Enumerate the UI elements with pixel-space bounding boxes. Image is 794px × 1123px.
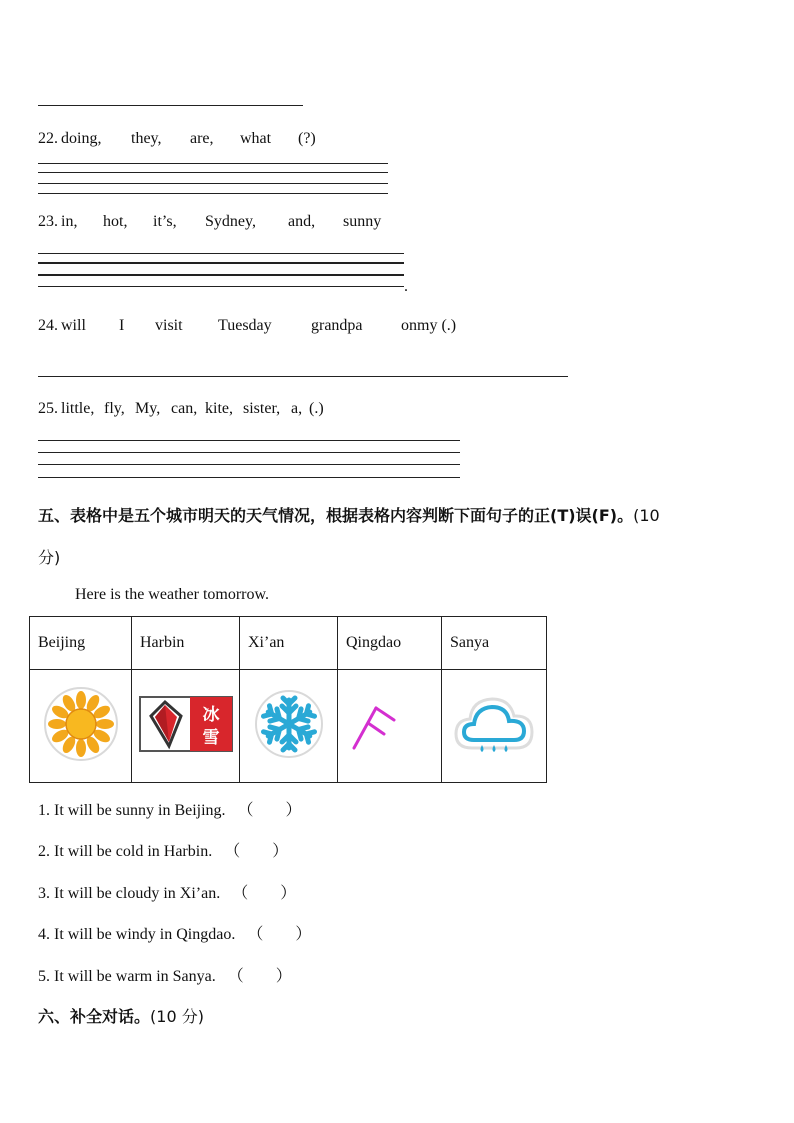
- word: (?): [298, 130, 316, 147]
- word: I: [119, 317, 125, 334]
- word: sunny: [343, 213, 382, 230]
- word: My,: [135, 400, 161, 417]
- answer-line: [38, 253, 404, 254]
- word: grandpa: [311, 317, 363, 334]
- word: visit: [155, 317, 183, 334]
- section-5-score-cont-text: 分): [38, 548, 61, 567]
- word: what: [240, 130, 272, 147]
- word: they,: [131, 130, 162, 147]
- answer-line: [38, 163, 388, 164]
- section-6-score: (10 分): [150, 1007, 204, 1026]
- sun-icon: [42, 685, 120, 763]
- answer-line: [38, 274, 404, 276]
- word: are,: [190, 130, 214, 147]
- section-6-title: [38, 1004, 204, 1027]
- wind-icon: [346, 694, 406, 754]
- word: and,: [288, 213, 316, 230]
- ice-label: 冰: [202, 704, 219, 725]
- answer-line: [38, 376, 568, 377]
- answer-line: [38, 172, 388, 173]
- word: doing,: [61, 130, 102, 147]
- answer-line: [38, 464, 460, 465]
- icon-cell-harbin: [132, 670, 240, 783]
- statement-1: 1. It will be sunny in Beijing. （ ）: [38, 802, 302, 819]
- statement-5: 5. It will be warm in Sanya. （ ）: [38, 968, 292, 985]
- word: Tuesday: [218, 317, 272, 334]
- icon-row: [30, 670, 547, 783]
- intro-text: Here is the weather tomorrow.: [75, 586, 269, 603]
- snowflake-icon: [253, 688, 325, 760]
- section-5-score-cont: [38, 545, 60, 568]
- answer-line: [38, 193, 388, 194]
- answer-line: [38, 477, 460, 478]
- question-number: 24.: [38, 317, 58, 334]
- word: (.): [309, 400, 324, 417]
- section-6-title-text: 六、补全对话。: [38, 1007, 151, 1026]
- answer-line: [38, 262, 404, 264]
- city-cell-qingdao: Qingdao: [338, 617, 442, 670]
- icon-cell-xian: [240, 670, 338, 783]
- rain-cloud-icon: [452, 690, 536, 758]
- icon-cell-sanya: [442, 670, 547, 783]
- word: fly,: [104, 400, 125, 417]
- snow-label: 雪: [202, 727, 219, 748]
- word: Sydney,: [205, 213, 256, 230]
- city-cell-sanya: Sanya: [442, 617, 547, 670]
- question-number: 22.: [38, 130, 58, 147]
- statement-3: 3. It will be cloudy in Xi’an. （ ）: [38, 885, 297, 902]
- answer-line: [38, 183, 388, 184]
- city-row: [30, 617, 547, 670]
- city-cell-xian: Xi’an: [240, 617, 338, 670]
- icon-cell-qingdao: [338, 670, 442, 783]
- city-cell-harbin: Harbin: [132, 617, 240, 670]
- word: hot,: [103, 213, 128, 230]
- word: little,: [61, 400, 95, 417]
- ice-snow-icon: [139, 696, 233, 752]
- word: kite,: [205, 400, 233, 417]
- question-number: 23.: [38, 213, 58, 230]
- word: sister,: [243, 400, 281, 417]
- section-5-title: [38, 503, 758, 526]
- section-5-score: (10: [633, 506, 660, 525]
- word: a,: [291, 400, 303, 417]
- word: in,: [61, 213, 78, 230]
- icon-cell-beijing: [30, 670, 132, 783]
- statement-2: 2. It will be cold in Harbin. （ ）: [38, 843, 289, 860]
- answer-line-21: [38, 105, 303, 106]
- section-5-title-text: 五、表格中是五个城市明天的天气情况，根据表格内容判断下面句子的正(T)误(F)。: [38, 506, 634, 525]
- word: can,: [171, 400, 198, 417]
- question-number: 25.: [38, 400, 58, 417]
- word: it’s,: [153, 213, 177, 230]
- statement-4: 4. It will be windy in Qingdao. （ ）: [38, 926, 312, 943]
- answer-line: [38, 286, 404, 287]
- end-mark: .: [404, 278, 408, 295]
- word: onmy (.): [401, 317, 457, 334]
- answer-line: [38, 452, 460, 453]
- word: will: [61, 317, 86, 334]
- city-cell-beijing: Beijing: [30, 617, 132, 670]
- answer-line: [38, 440, 460, 441]
- weather-table: [29, 616, 547, 783]
